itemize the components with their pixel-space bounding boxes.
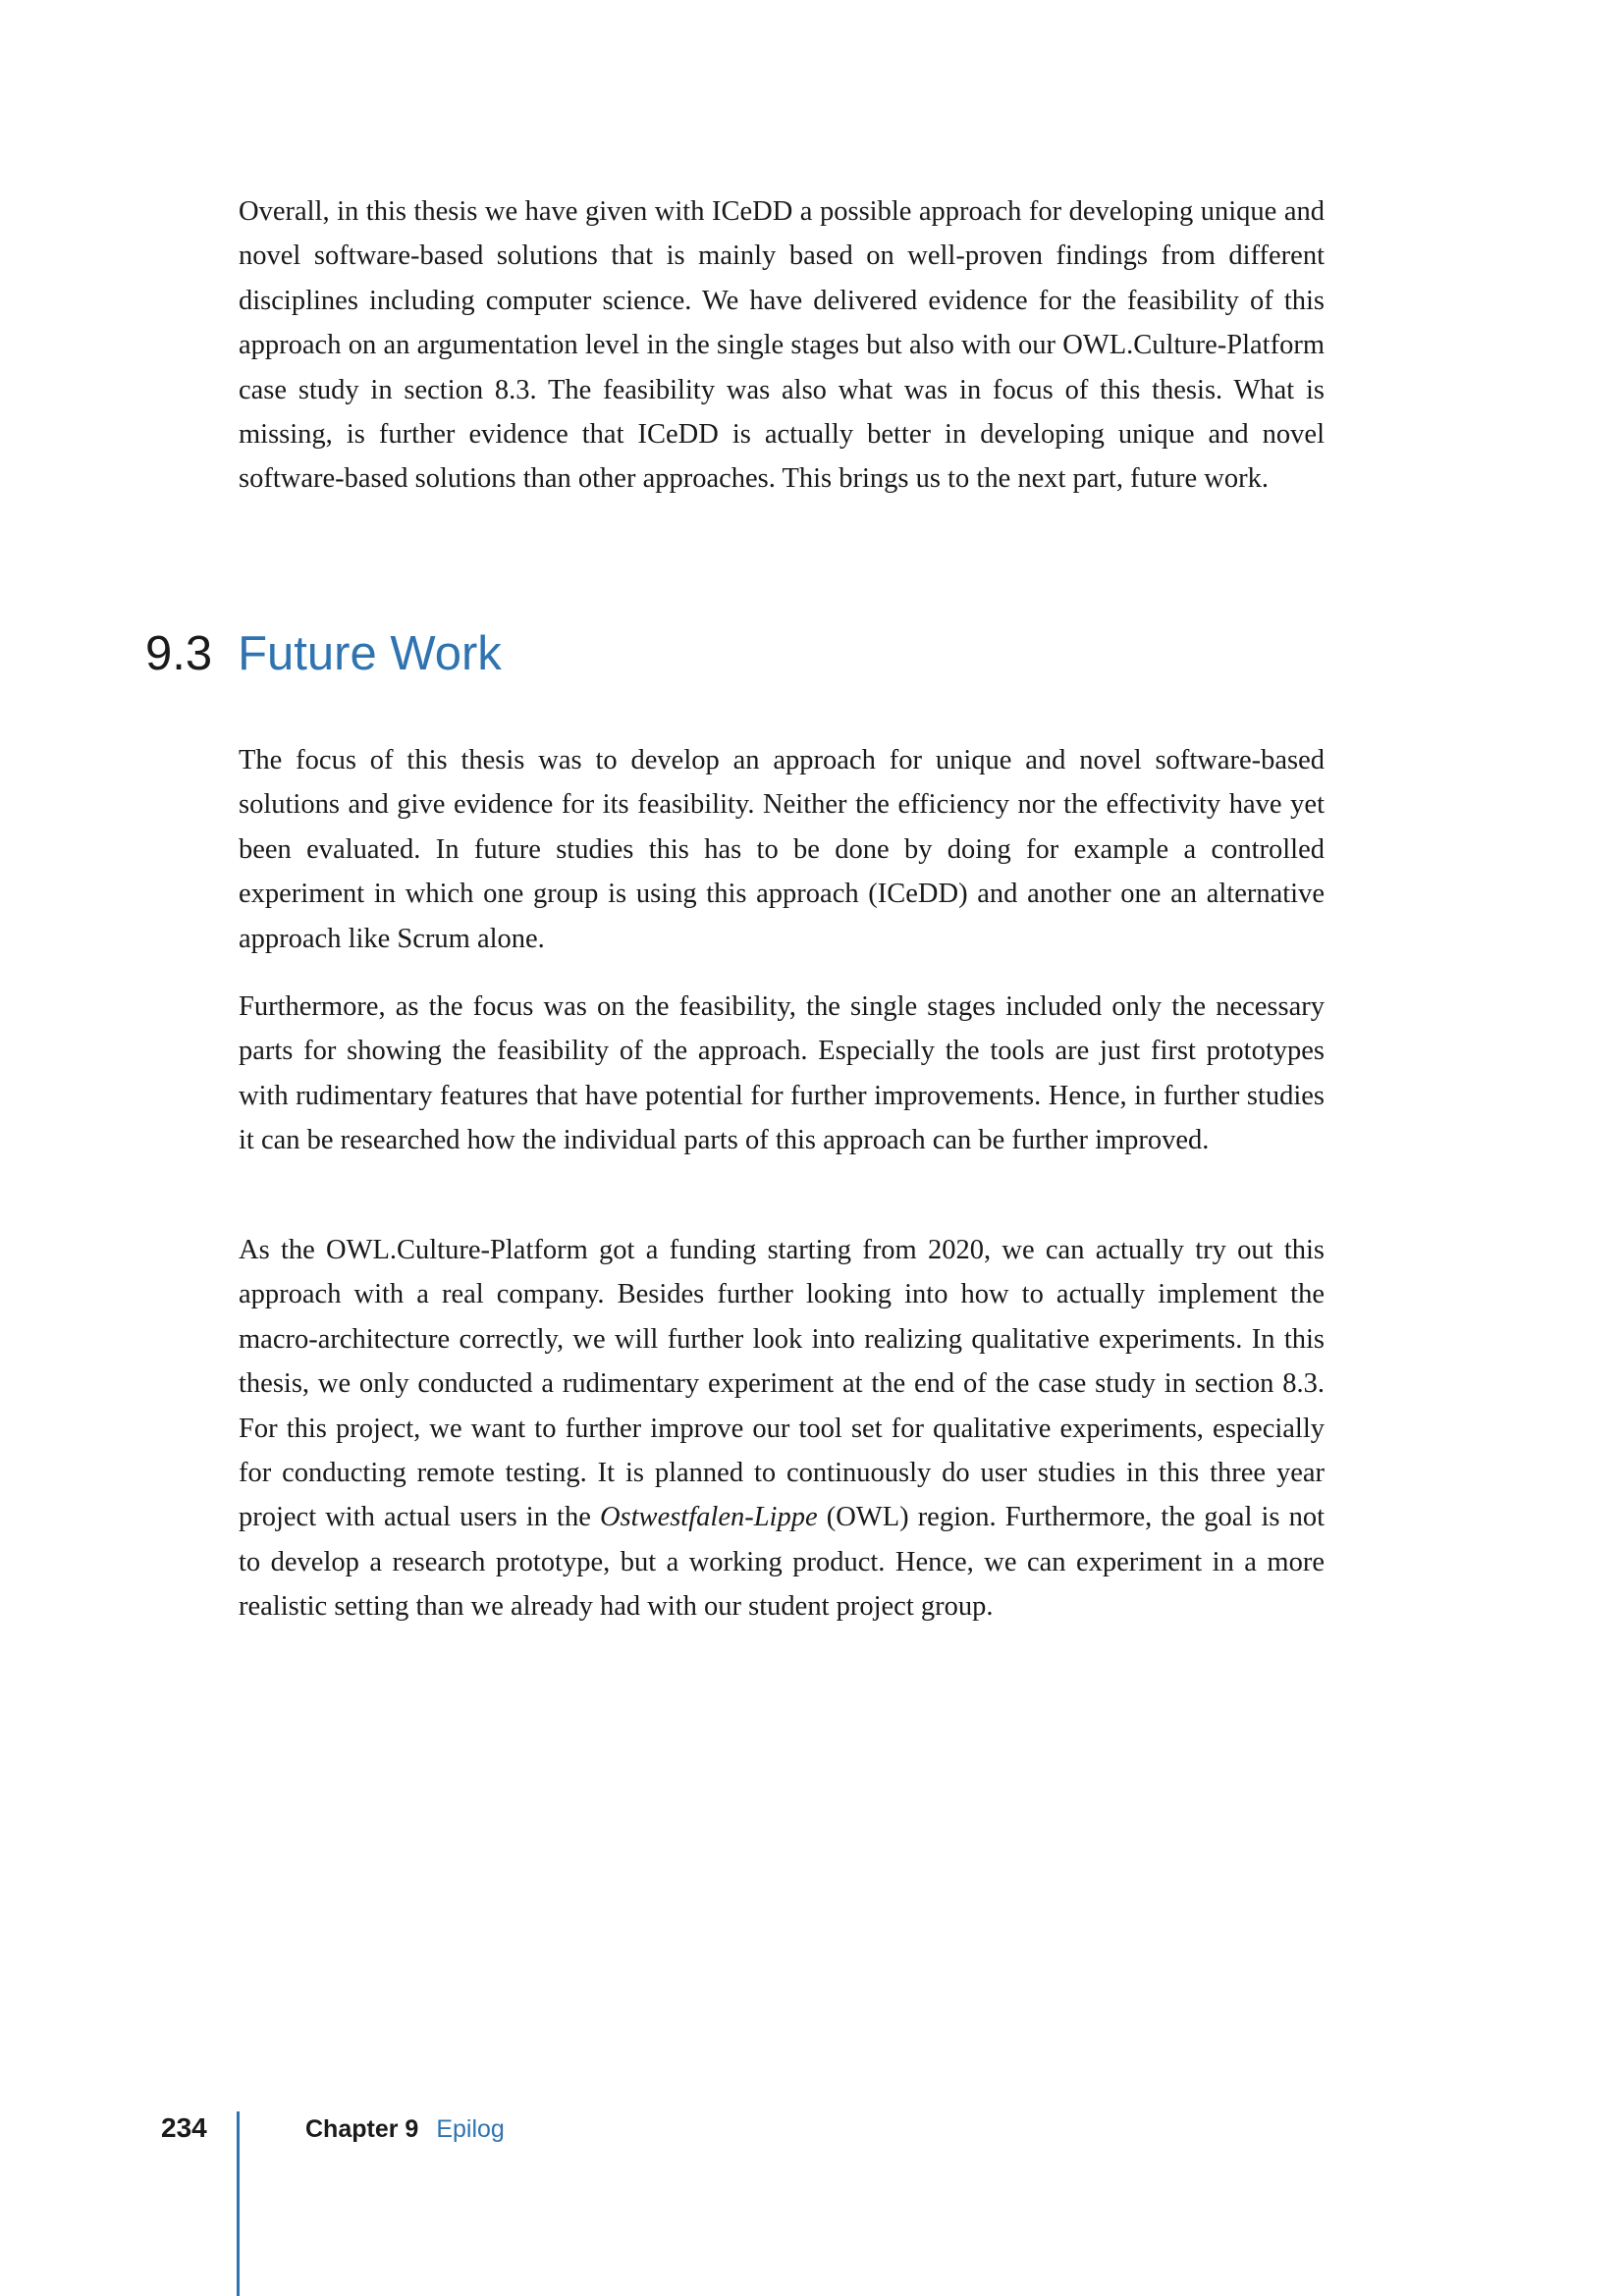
running-head	[305, 2113, 505, 2145]
chapter-title: Epilog	[436, 2115, 505, 2143]
page-number: 234	[161, 2112, 207, 2143]
paragraph-focus: The focus of this thesis was to develop an approach for unique and novel software-based solutions and give evidence for its feasibility. Neither the efficiency nor the effectivity have yet been evaluated. In future studies this has to be done by doing for example a controlled experiment in which one group is using this approach (ICeDD) and another one an alternative approach like Scrum alone.	[239, 745, 1325, 954]
footer-divider	[237, 2111, 240, 2296]
paragraph-furthermore: Furthermore, as the focus was on the feasibility, the single stages included only the necessary parts for showing the feasibility of the approach. Especially the tools are just first prototypes with rudimentary features that have potential for further improvements. Hence, in further studies it can be researched how the individual parts of this approach can be further improved.	[239, 991, 1325, 1156]
section-title: Future Work	[238, 627, 502, 680]
section-heading	[145, 624, 502, 683]
paragraph-owl-platform	[239, 1228, 1325, 1629]
paragraph-owl-text-start: As the OWL.Culture-Platform got a funding starting from 2020, we can actually try out this approach with a real company. Besides further looking into how to actually implement the macro-architecture correctly, we will further look into realizing qualitative experiments. In this thesis, we only conducted a rudimentary experiment at the end of the case study in section 8.3. For this project, we want to further improve our tool set for qualitative experiments, especially for conducting remote testing. It is planned to continuously do user studies in this three year project with actual users in the	[239, 1235, 1325, 1533]
region-name-italic: Ostwestfalen-Lippe	[599, 1502, 818, 1533]
paragraph-owl-text-end: (OWL) region. Furthermore, the goal is not to develop a research prototype, but a working product. Hence, we can experiment in a more realistic setting than we already had with our student project group.	[239, 1502, 1325, 1623]
chapter-label: Chapter 9	[305, 2115, 419, 2143]
section-number: 9.3	[145, 627, 213, 680]
paragraph-overall: Overall, in this thesis we have given with ICeDD a possible approach for developing unique and novel software-based solutions that is mainly based on well-proven findings from different disciplines including computer science. We have delivered evidence for the feasibility of this approach on an argumentation level in the single stages but also with our OWL.Culture-Platform case study in section 8.3. The feasibility was also what was in focus of this thesis. What is missing, is further evidence that ICeDD is actually better in developing unique and novel software-based solutions than other approaches. This brings us to the next part, future work.	[239, 196, 1325, 495]
